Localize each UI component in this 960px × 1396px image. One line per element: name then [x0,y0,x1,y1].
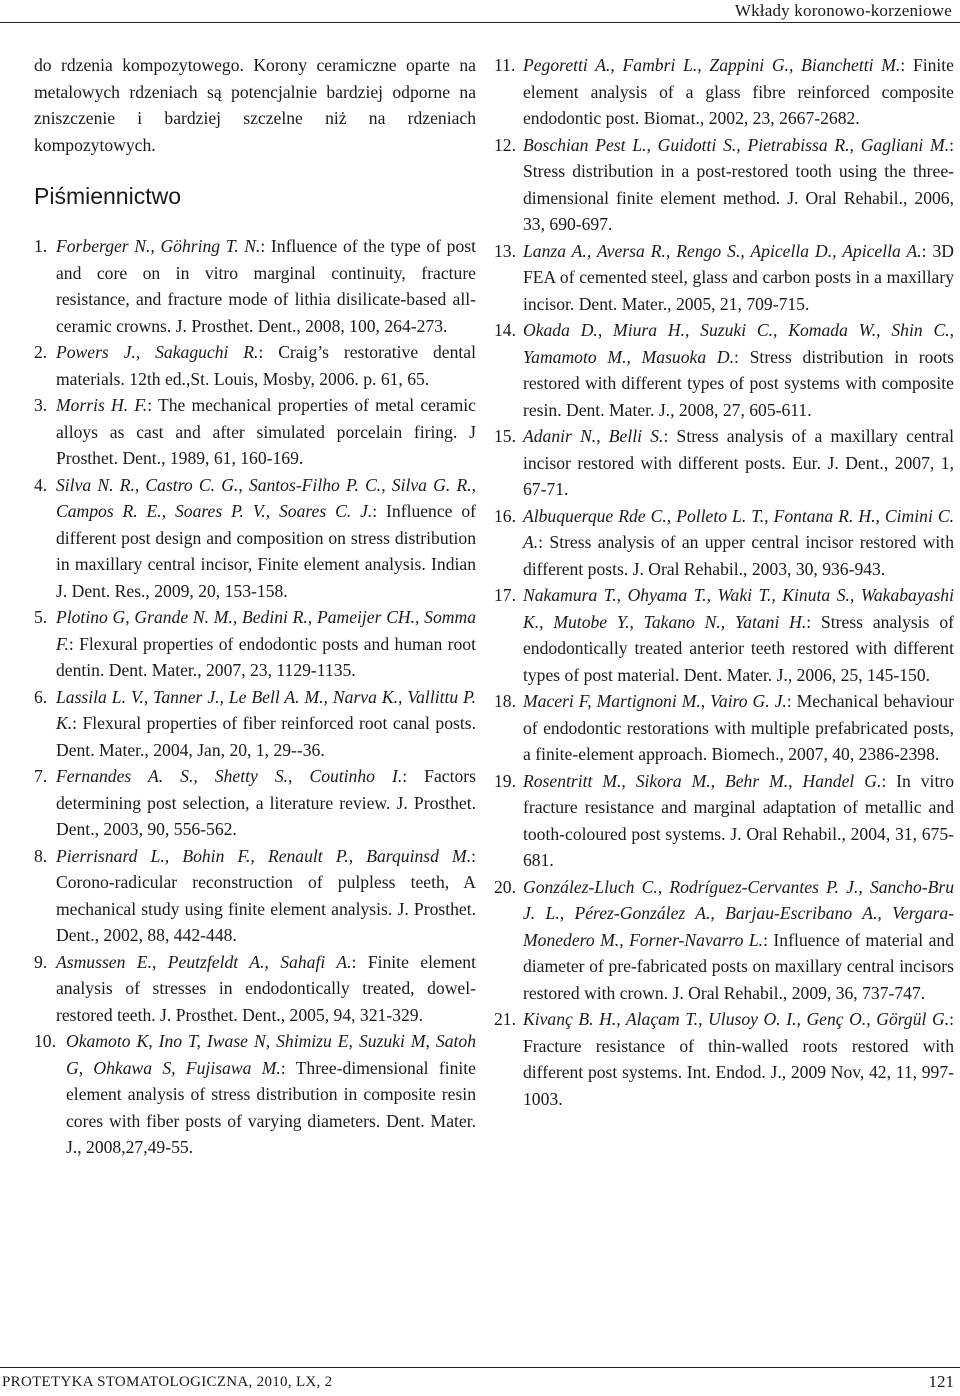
reference-item [494,52,954,132]
reference-number: 19. [494,770,516,791]
reference-authors: Nakamura T., Ohyama T., Waki T., Kinuta S., Wakabayashi K., Mutobe Y., Takano N., Yatani H. [523,585,954,632]
reference-body [523,1009,954,1109]
reference-number: 17. [494,585,516,605]
reference-item [494,768,954,874]
reference-text: : Finite element analysis of stresses in endodontically treated, dowel-restored teeth. J. Prosthet. Dent., 2005, 94, 321-329. [56,951,476,1025]
reference-item [494,1006,954,1112]
reference-item [494,582,954,688]
reference-item [34,604,476,684]
reference-item [494,503,954,583]
reference-body [56,604,476,684]
reference-body [56,763,476,843]
reference-body [523,55,954,128]
page-number: 121 [928,1372,954,1391]
references-heading: Piśmiennictwo [34,183,181,209]
reference-text: : Influence of different post design and composition on stress distribution in maxillary central incisor, Finite element analysis. Indian J. Dent. Res., 2009, 20, 153-158. [56,501,477,601]
reference-text: : In vitro fracture resistance and marginal adaptation of metallic and tooth-coloured post systems. J. Oral Rehabil., 2004, 31, 675-681. [523,770,954,870]
reference-text: : Stress analysis of an upper central incisor restored with different posts. J. Oral Rehabil., 2003, 30, 936-943. [523,532,954,579]
reference-item [34,763,476,843]
reference-authors: Okada D., Miura H., Suzuki C., Komada W., Shin C., Yamamoto M., Masuoka D. [523,320,954,367]
reference-body [523,691,954,764]
reference-authors: Asmussen E., Peutzfeldt A., Sahafi A. [56,951,352,972]
reference-authors: Pegoretti A., Fambri L., Zappini G., Bianchetti M. [523,55,901,75]
reference-text: : Corono-radicular reconstruction of pulpless teeth, A mechanical study using finite element analysis. J. Prosthet. Dent., 2002, 88, 442-448. [56,845,476,945]
reference-item [494,874,954,1007]
reference-number: 1. [34,236,48,256]
reference-authors: Boschian Pest L., Guidotti S., Pietrabissa R., Gagliani M. [523,134,950,155]
reference-body [56,843,476,949]
reference-body [523,320,954,420]
reference-body [56,472,476,605]
reference-body [56,684,476,764]
reference-text: : Three-dimensional finite element analysis of stress distribution in composite resin cores with fiber posts of varying diameters. Dent. Mater. J., 2008,27,49-55. [66,1057,476,1157]
reference-body [56,339,476,392]
reference-number: 16. [494,505,516,526]
reference-authors: Okamoto K, Ino T, Iwase N, Shimizu E, Suzuki M, Satoh G, Ohkawa S, Fujisawa M. [66,1031,476,1078]
reference-authors: Albuquerque Rde C., Polleto L. T., Fontana R. H., Cimini C. A. [523,505,954,552]
reference-item [34,949,476,1029]
reference-text: : Fracture resistance of thin-walled roots restored with different post systems. Int. Endod. J., 2009 Nov, 42, 11, 997-1003. [523,1009,954,1109]
reference-item [34,233,476,339]
reference-body [56,392,476,472]
reference-number: 3. [34,395,48,415]
reference-item [34,843,476,949]
reference-item [494,132,954,238]
reference-number: 6. [34,686,48,707]
reference-item [34,339,476,392]
reference-number: 7. [34,766,48,786]
reference-text: : Craig’s restorative dental materials. 12th ed.,St. Louis, Mosby, 2006. p. 61, 65. [56,342,476,389]
journal-footer: PROTETYKA STOMATOLOGICZNA, 2010, LX, 2 [2,1374,333,1390]
reference-authors: Lanza A., Aversa R., Rengo S., Apicella D., Apicella A. [523,240,922,261]
reference-text: : Stress analysis of a maxillary central incisor restored with different posts. Eur. J. Dent., 2007, 1, 67-71. [523,426,954,499]
reference-text: : Flexural properties of fiber reinforced root canal posts. Dent. Mater., 2004, Jan, 20, 1, 29--36. [56,713,476,760]
reference-text: : 3D FEA of cemented steel, glass and carbon posts in a maxillary incisor. Dent. Mater., 2005, 21, 709-715. [523,240,954,314]
reference-item [494,688,954,768]
reference-authors: González-Lluch C., Rodríguez-Cervantes P. J., Sancho-Bru J. L., Pérez-González A., Barjau-Escribano A., Vergara-Monedero M., Forner-Navarro L. [523,876,954,950]
reference-number: 8. [34,845,48,866]
reference-body [523,877,954,1003]
reference-authors: Fernandes A. S., Shetty S., Coutinho I. [56,766,403,786]
reference-body [523,135,954,235]
reference-number: 12. [494,134,516,155]
reference-authors: Kivanç B. H., Alaçam T., Ulusoy O. I., Genç O., Görgül G. [523,1009,950,1029]
reference-authors: Forberger N., Göhring T. N. [56,236,261,256]
reference-text: : The mechanical properties of metal ceramic alloys as cast and after simulated porcelain firing. J Prosthet. Dent., 1989, 61, 160-169. [56,395,476,468]
reference-authors: Maceri F, Martignoni M., Vairo G. J. [523,691,787,711]
reference-item [34,392,476,472]
reference-text: : Mechanical behaviour of endodontic restorations with multiple prefabricated posts, a finite-element approach. Biomech., 2007, 40, 2386-2398. [523,691,954,764]
reference-number: 14. [494,320,516,340]
reference-item [34,684,476,764]
references-list-left [34,233,476,1161]
reference-item [494,317,954,423]
reference-body [523,426,954,499]
reference-body [523,506,954,579]
reference-number: 9. [34,951,48,972]
reference-text: : Stress analysis of endodontically treated anterior teeth restored with different types of post material. Dent. Mater. J., 2006, 25, 145-150. [523,611,954,685]
reference-text: : Stress distribution in a post-restored tooth using the three-dimensional finite element method. J. Oral Rehabil., 2006, 33, 690-697. [523,134,954,234]
running-head: Wkłady koronowo-korzeniowe [734,1,952,20]
reference-item [494,238,954,318]
reference-authors: Pierrisnard L., Bohin F., Renault P., Barquinsd M. [56,845,472,866]
reference-item [34,472,476,605]
footer-rule [0,1367,960,1368]
reference-authors: Lassila L. V., Tanner J., Le Bell A. M., Narva K., Vallittu P. K. [56,686,476,733]
reference-body [56,949,476,1029]
reference-number: 21. [494,1009,516,1029]
header-rule [0,22,960,23]
reference-item [34,1028,476,1161]
reference-number: 5. [34,607,48,627]
reference-text: : Influence of the type of post and core on in vitro marginal continuity, fracture resistance, and fracture mode of lithia disilicate-based all-ceramic crowns. J. Prosthet. Dent., 2008, 100, 264-273. [56,236,476,336]
reference-body [523,771,954,871]
reference-authors: Powers J., Sakaguchi R. [56,342,259,362]
reference-number: 10. [34,1031,56,1051]
reference-authors: Adanir N., Belli S. [523,426,664,446]
reference-text: : Flexural properties of endodontic posts and human root dentin. Dent. Mater., 2007, 23, 1129-1135. [56,633,476,680]
intro-paragraph: do rdzenia kompozytowego. Korony ceramiczne oparte na metalowych rdzeniach są potencjalnie bardziej odporne na zniszczenie i bardziej szczelne niż na rdzeniach kompozytowych. [34,55,476,155]
reference-number: 2. [34,342,48,362]
reference-body [56,233,476,339]
reference-number: 4. [34,474,48,495]
reference-authors: Rosentritt M., Sikora M., Behr M., Handel G. [523,770,882,791]
reference-text: : Factors determining post selection, a literature review. J. Prosthet. Dent., 2003, 90, 556-562. [56,766,476,839]
reference-text: : Finite element analysis of a glass fibre reinforced composite endodontic post. Biomat., 2002, 23, 2667-2682. [523,55,954,128]
reference-authors: Plotino G, Grande N. M., Bedini R., Pameijer CH., Somma F. [56,607,476,654]
reference-body [523,241,954,314]
right-column [494,52,954,1112]
references-list-right [494,52,954,1112]
reference-body [66,1028,476,1161]
reference-number: 18. [494,691,516,711]
reference-text: : Stress distribution in roots restored with different types of post systems with composite resin. Dent. Mater. J., 2008, 27, 605-611. [523,346,954,420]
reference-authors: Morris H. F. [56,395,148,415]
left-column [34,52,476,1161]
reference-authors: Silva N. R., Castro C. G., Santos-Filho P. C., Silva G. R., Campos R. E., Soares P. V., Soares C. J. [56,474,476,521]
reference-item [494,423,954,503]
reference-number: 20. [494,876,516,897]
reference-body [523,585,954,685]
reference-text: : Influence of material and diameter of pre-fabricated posts on maxillary central incisors restored with crown. J. Oral Rehabil., 2009, 36, 737-747. [523,929,954,1003]
reference-number: 11. [494,55,516,75]
reference-number: 13. [494,240,516,261]
reference-number: 15. [494,426,516,446]
